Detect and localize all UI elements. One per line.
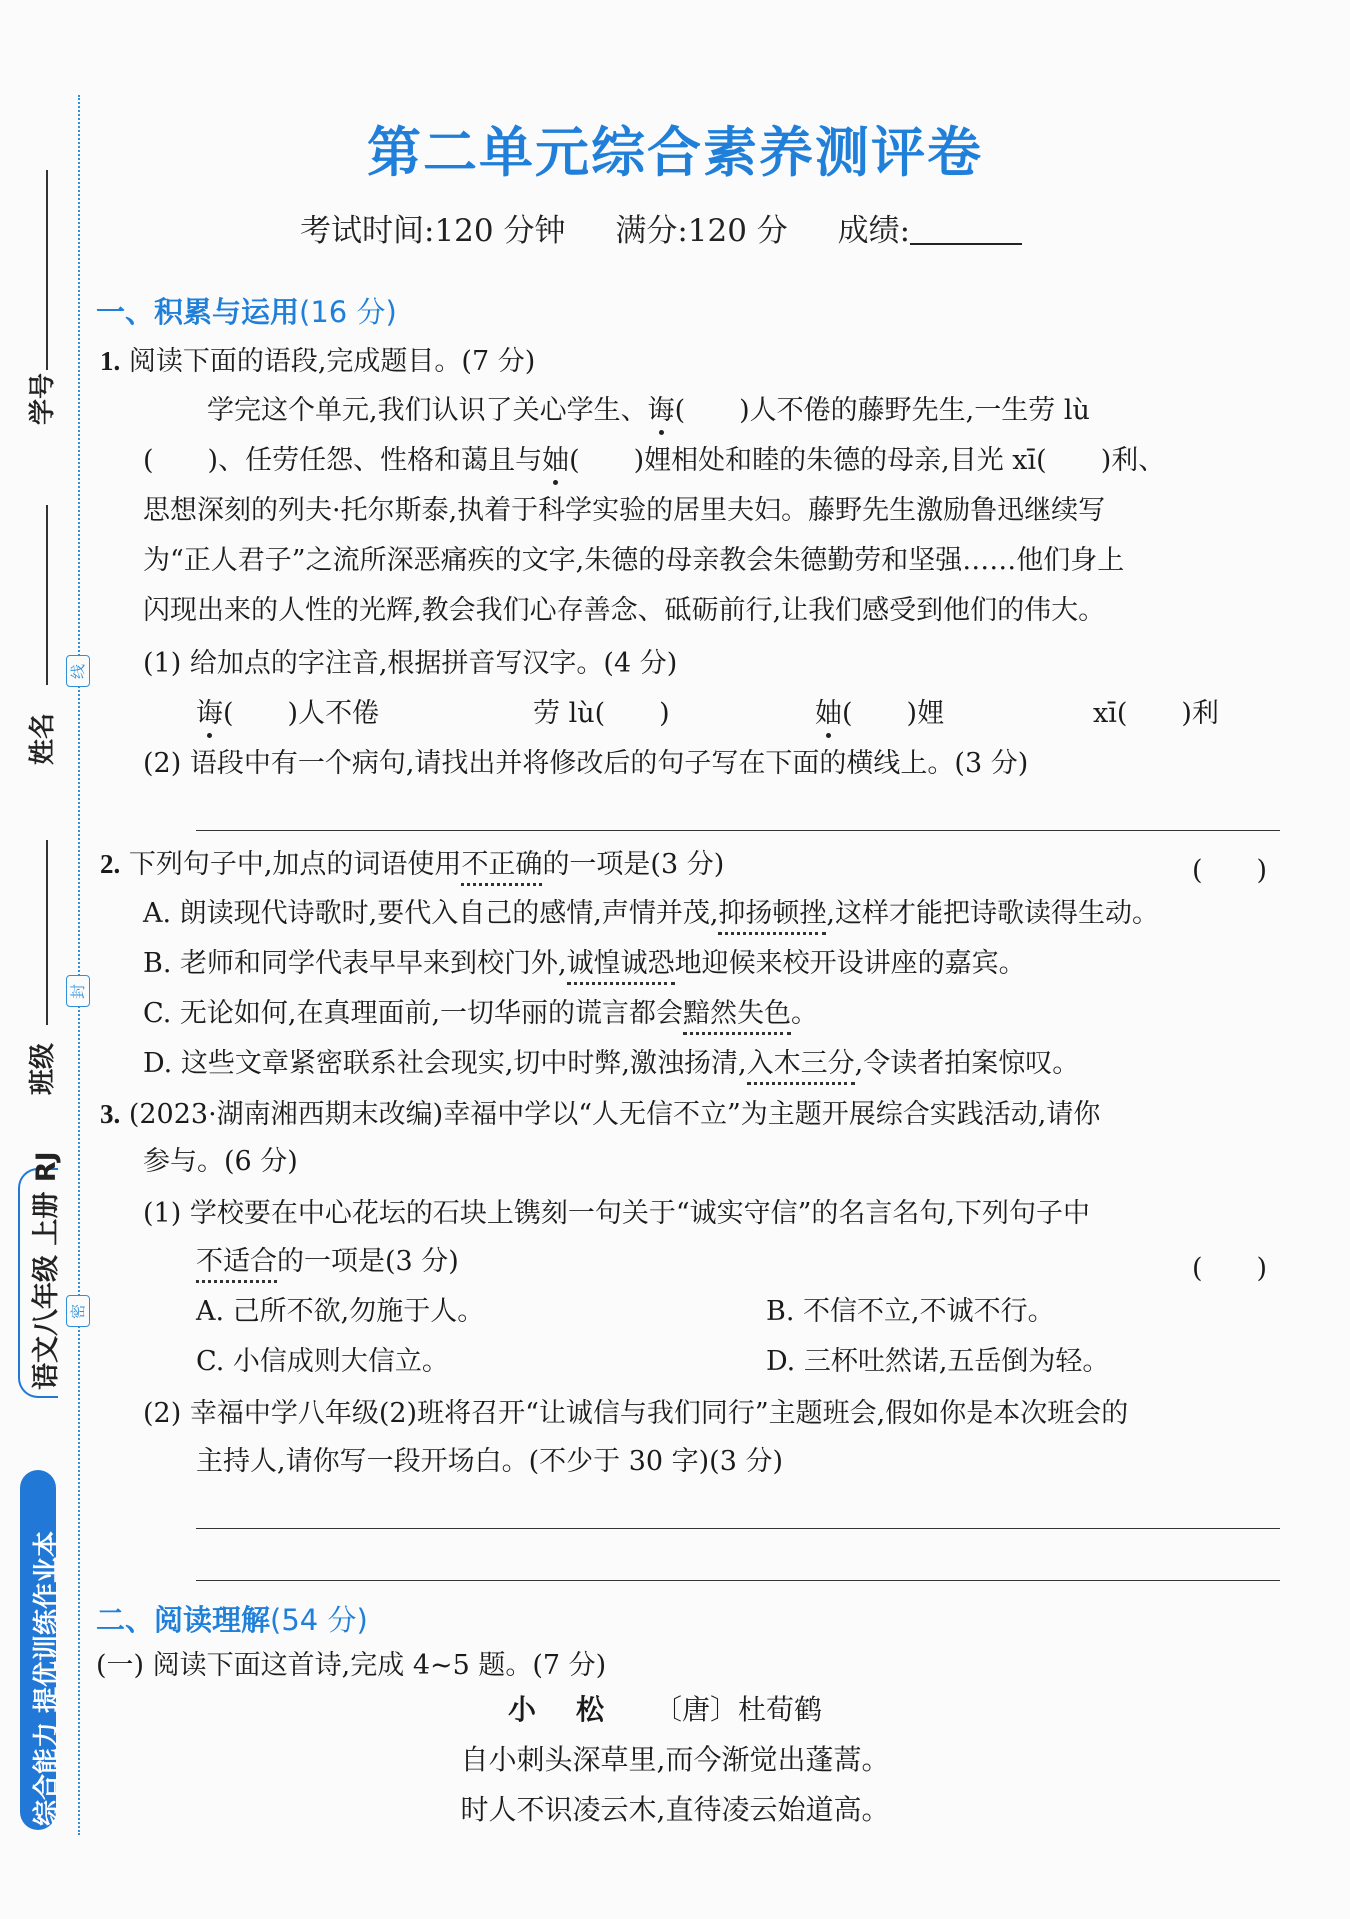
q2-number: 2.	[100, 849, 121, 879]
section1-heading	[96, 290, 397, 331]
book-label: 语文八年级 上册 RJ	[31, 1151, 62, 1390]
name-label: 姓名	[28, 712, 58, 765]
q3-answer-paren[interactable]: ( )	[1192, 1253, 1268, 1284]
q2-answer-paren[interactable]: ( )	[1192, 855, 1268, 886]
score-blank[interactable]	[910, 217, 1022, 245]
q3-sub2-line1: (2) 幸福中学八年级(2)班将召开“让诚信与我们同行”主题班会,假如你是本次班会的	[143, 1398, 1129, 1429]
dotted-word: 入木三分	[747, 1048, 855, 1085]
dotted-word: 不正确	[461, 849, 542, 886]
q1-fill1[interactable]	[196, 698, 379, 730]
class-blank	[46, 840, 48, 1025]
dotted-char: 诲	[647, 395, 675, 426]
q1-passage-line3: 思想深刻的列夫·托尔斯泰,执着于科学实验的居里夫妇。藤野先生激励鲁迅继续写	[143, 495, 1106, 526]
q2-stem-text: 的一项是(3 分)	[542, 849, 725, 880]
poem-title: 小松	[508, 1693, 645, 1726]
full-score: 满分:120 分	[615, 213, 788, 249]
q3-sub1-line2	[196, 1246, 459, 1283]
poem-line-2: 时人不识凌云木,直待凌云始道高。	[460, 1793, 890, 1826]
exam-info	[300, 205, 1022, 250]
q3-stem-line1	[100, 1098, 1100, 1131]
dotted-word: 黯然失色	[683, 998, 791, 1035]
q1-fill2[interactable]: 劳 lù( )	[533, 698, 670, 729]
exam-time: 考试时间:120 分钟	[300, 213, 566, 249]
option-text: ,这样才能把诗歌读得生动。	[826, 898, 1160, 929]
q2-option-b[interactable]	[143, 948, 1026, 985]
q2-option-c[interactable]	[143, 998, 818, 1035]
q3-option-a[interactable]: A. 己所不欲,勿施于人。	[196, 1296, 485, 1327]
part1-instruction: (一) 阅读下面这首诗,完成 4~5 题。(7 分)	[96, 1650, 607, 1681]
page-title: 第二单元综合素养测评卷	[367, 121, 983, 184]
q1-sub1: (1) 给加点的字注音,根据拼音写汉字。(4 分)	[143, 648, 678, 679]
student-id-blank	[46, 170, 48, 370]
q1-passage-line5: 闪现出来的人性的光辉,教会我们心存善念、砥砺前行,让我们感受到他们的伟大。	[143, 595, 1106, 626]
passage-text: ( )、任劳任怨、性格和蔼且与	[143, 445, 543, 476]
dotted-word: 抑扬顿挫	[718, 898, 826, 935]
binding-dotted-line	[78, 95, 80, 1835]
q2-stem	[100, 848, 724, 886]
option-text: 地迎候来校开设讲座的嘉宾。	[674, 948, 1026, 979]
passage-text: ( )人不倦的藤野先生,一生劳 lù	[674, 395, 1090, 426]
q3-sub1-line1: (1) 学校要在中心花坛的石块上镌刻一句关于“诚实守信”的名言名句,下列句子中	[143, 1198, 1091, 1229]
q1-passage-line2	[143, 445, 1165, 477]
q3-number: 3.	[100, 1099, 121, 1129]
series-label: 综合能力 提优训练作业本	[32, 1530, 62, 1826]
poem-line-1: 自小刺头深草里,而今渐觉出蓬蒿。	[460, 1743, 890, 1776]
q3-sub2-line2: 主持人,请你写一段开场白。(不少于 30 字)(3 分)	[196, 1446, 783, 1477]
poem-author: 〔唐〕杜荀鹤	[654, 1693, 823, 1726]
option-text: 。	[791, 998, 819, 1029]
dotted-word: 不适合	[196, 1246, 277, 1283]
q1-fill3[interactable]	[815, 698, 944, 730]
fill-text: ( )娌	[842, 698, 945, 729]
option-text: A. 朗读现代诗歌时,要代入自己的感情,声情并茂,	[143, 898, 719, 929]
name-blank	[46, 505, 48, 685]
section1-title: 一、积累与运用	[96, 295, 300, 329]
q1-sub2: (2) 语段中有一个病句,请找出并将修改后的句子写在下面的横线上。(3 分)	[143, 748, 1029, 779]
seal-secret-mark: 密	[66, 1295, 90, 1327]
poem-heading	[508, 1688, 822, 1728]
q2-stem-text: 下列句子中,加点的词语使用	[128, 849, 462, 880]
dotted-char: 诲	[196, 698, 223, 729]
q1-passage-line1	[207, 395, 1090, 427]
q3-option-c[interactable]: C. 小信成则大信立。	[196, 1346, 449, 1377]
option-text: C. 无论如何,在真理面前,一切华丽的谎言都会	[143, 998, 684, 1029]
q1-fill4[interactable]: xī( )利	[1093, 698, 1219, 729]
passage-text: 学完这个单元,我们认识了关心学生、	[207, 395, 648, 426]
option-text: B. 老师和同学代表早早来到校门外,	[143, 948, 567, 979]
q1-stem-text: 阅读下面的语段,完成题目。(7 分)	[128, 346, 536, 377]
section2-title: 二、阅读理解	[96, 1603, 271, 1637]
q1-passage-line4: 为“正人君子”之流所深恶痛疾的文字,朱德的母亲教会朱德勤劳和坚强……他们身上	[143, 545, 1125, 576]
q1-number: 1.	[100, 346, 121, 376]
q3-answer-line-1[interactable]	[196, 1528, 1280, 1529]
section2-points: (54 分)	[270, 1603, 368, 1637]
student-id-label: 学号	[28, 372, 58, 425]
passage-text: ( )娌相处和睦的朱德的母亲,目光 xī( )利、	[569, 445, 1166, 476]
q1-answer-line[interactable]	[196, 830, 1280, 831]
dotted-word: 诚惶诚恐	[567, 948, 675, 985]
q3-option-b[interactable]: B. 不信不立,不诚不行。	[766, 1296, 1055, 1327]
option-text: D. 这些文章紧密联系社会现实,切中时弊,激浊扬清,	[143, 1048, 747, 1079]
score-label: 成绩:	[837, 213, 911, 249]
class-label: 班级	[28, 1042, 58, 1095]
dotted-char: 妯	[815, 698, 842, 729]
section1-points: (16 分)	[299, 295, 397, 329]
dotted-char: 妯	[542, 445, 570, 476]
q3-option-d[interactable]: D. 三杯吐然诺,五岳倒为轻。	[766, 1346, 1110, 1377]
seal-line-mark: 线	[66, 655, 90, 687]
q2-option-a[interactable]	[143, 898, 1159, 935]
section2-heading	[96, 1598, 368, 1639]
q2-option-d[interactable]	[143, 1048, 1079, 1085]
q3-stem-text: (2023·湖南湘西期末改编)幸福中学以“人无信不立”为主题开展综合实践活动,请你	[128, 1099, 1101, 1130]
q3-stem-line2: 参与。(6 分)	[143, 1146, 298, 1177]
option-text: ,令读者拍案惊叹。	[854, 1048, 1080, 1079]
fill-text: ( )人不倦	[223, 698, 380, 729]
seal-seal-mark: 封	[66, 975, 90, 1007]
q3-sub1-text: 的一项是(3 分)	[277, 1246, 459, 1277]
q3-answer-line-2[interactable]	[196, 1580, 1280, 1581]
q1-stem	[100, 345, 535, 378]
